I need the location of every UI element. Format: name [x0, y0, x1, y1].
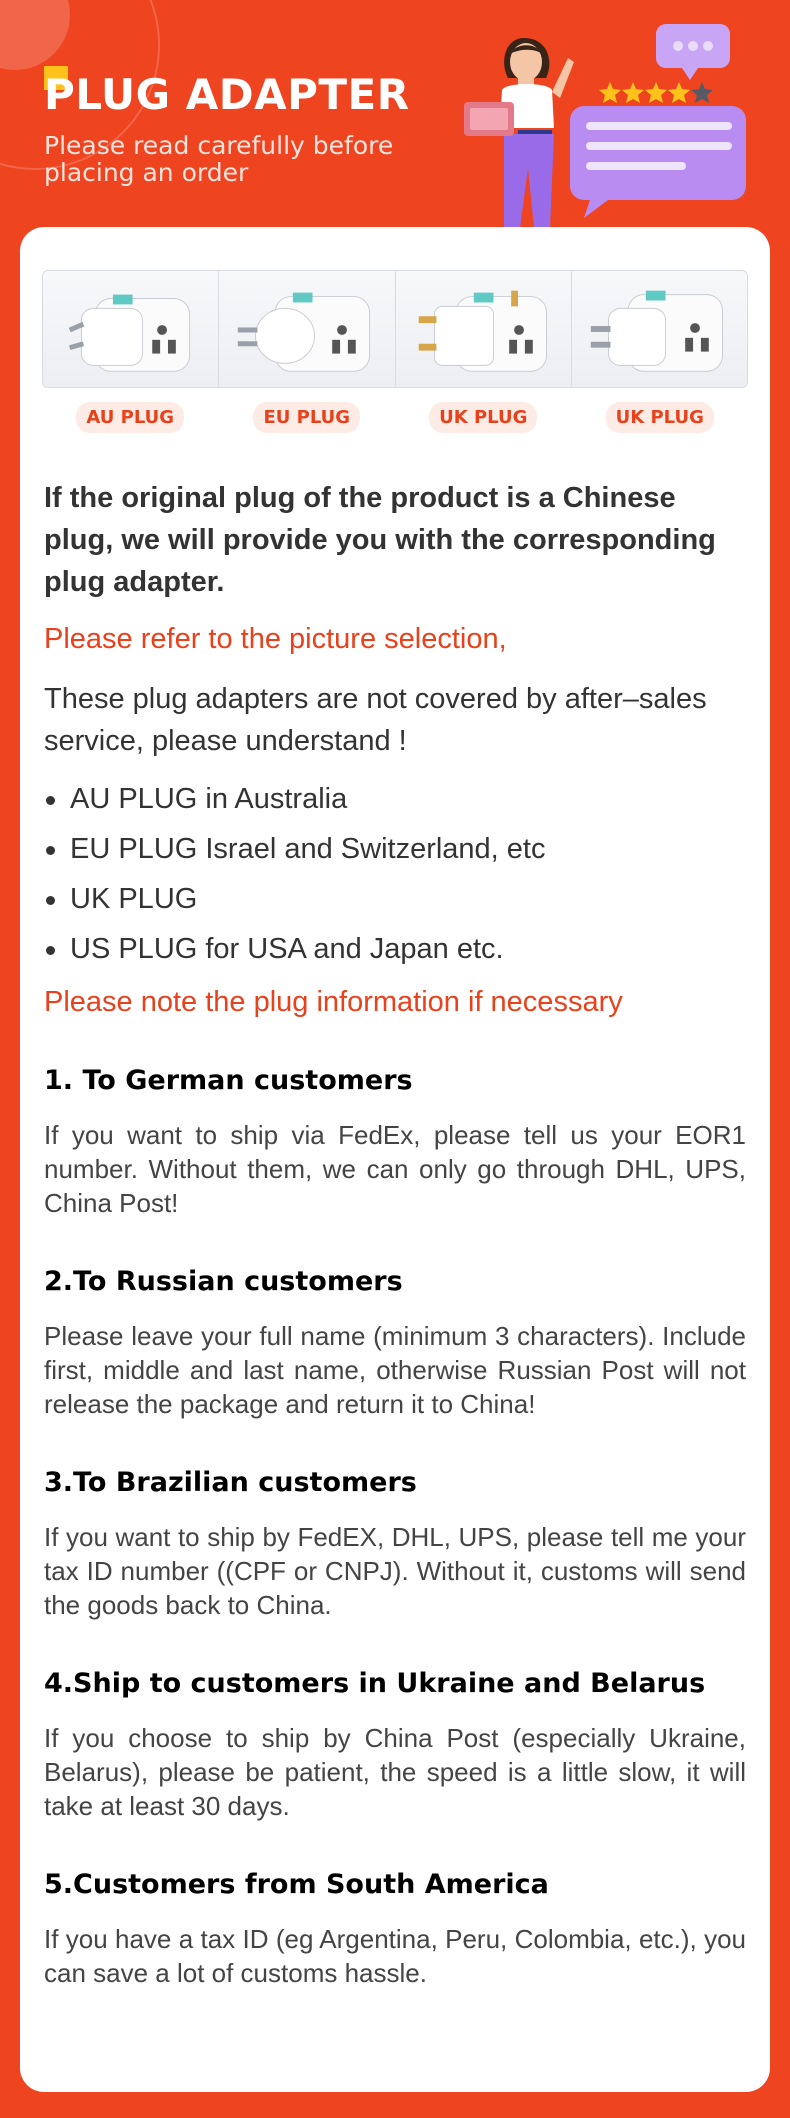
section-body: If you have a tax ID (eg Argentina, Peru, Colombia, etc.), you can save a lot of customs hassle. — [44, 1924, 746, 1988]
section-title: 3.To Brazilian customers — [44, 1467, 417, 1498]
section-south-america — [44, 1869, 746, 1990]
us-plug-image — [572, 271, 747, 387]
plug-labels-row — [42, 402, 748, 433]
section-title: 5.Customers from South America — [44, 1869, 549, 1900]
list-item: UK PLUG — [44, 874, 746, 924]
list-item: US PLUG for USA and Japan etc. — [44, 924, 746, 974]
au-plug-image — [43, 271, 219, 387]
list-item: AU PLUG in Australia — [44, 774, 746, 824]
header-banner — [0, 0, 790, 230]
refer-notice: Please refer to the picture selection, — [44, 623, 507, 655]
page-subtitle: Please read carefully before placing an order — [44, 131, 394, 187]
uk-plug-image — [396, 271, 572, 387]
section-brazilian — [44, 1467, 746, 1622]
section-title: 1. To German customers — [44, 1065, 413, 1096]
section-ukraine-belarus — [44, 1668, 746, 1823]
section-body: If you want to ship by FedEX, DHL, UPS, please tell me your tax ID number ((CPF or CNPJ). Without it, customs will send the goods back to China. — [44, 1522, 746, 1620]
star-rating-icon — [599, 82, 713, 103]
section-russian — [44, 1266, 746, 1421]
content-card — [20, 227, 770, 2092]
section-body: If you want to ship via FedEx, please tell us your EOR1 number. Without them, we can only go through DHL, UPS, China Post! — [44, 1120, 746, 1218]
plug-adapter-gallery — [42, 270, 748, 388]
plug-label-uk: UK PLUG — [429, 402, 537, 433]
section-title: 2.To Russian customers — [44, 1266, 403, 1297]
list-item: EU PLUG Israel and Switzerland, etc — [44, 824, 746, 874]
section-title: 4.Ship to customers in Ukraine and Belarus — [44, 1668, 706, 1699]
customer-review-illustration — [460, 18, 760, 228]
eu-plug-image — [219, 271, 395, 387]
page-title: PLUG ADAPTER — [44, 70, 410, 119]
plug-label-au: AU PLUG — [76, 402, 184, 433]
intro-paragraph: If the original plug of the product is a Chinese plug, we will provide you with the corresponding plug adapter. — [44, 482, 716, 598]
plug-label-eu: EU PLUG — [253, 402, 360, 433]
main-content — [44, 477, 746, 1990]
plug-info-note: Please note the plug information if necessary — [44, 986, 623, 1018]
section-body: Please leave your full name (minimum 3 characters). Include first, middle and last name, otherwise Russian Post will not release the package and return it to China! — [44, 1321, 746, 1419]
plug-label-uk-2: UK PLUG — [606, 402, 714, 433]
section-body: If you choose to ship by China Post (especially Ukraine, Belarus), please be patient, the speed is a little slow, it will take at least 30 days. — [44, 1723, 746, 1821]
section-german — [44, 1065, 746, 1220]
woman-figure-icon — [464, 38, 574, 228]
plug-region-list — [44, 774, 746, 974]
after-sales-notice: These plug adapters are not covered by after–sales service, please understand ! — [44, 683, 707, 757]
